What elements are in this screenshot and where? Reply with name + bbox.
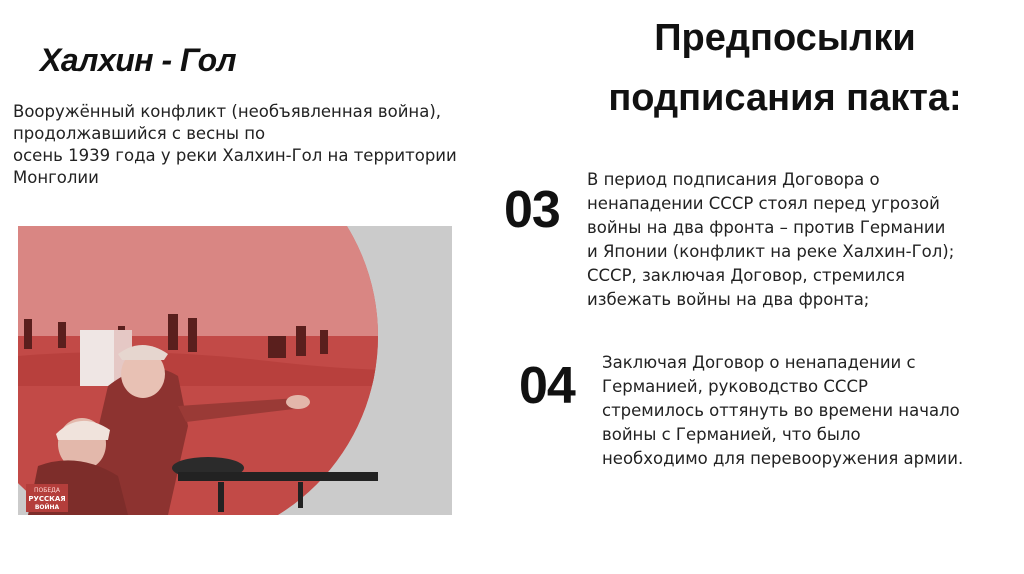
- description-line: Вооружённый конфликт (необъявленная война),: [13, 102, 442, 121]
- item-text-line: избежать войны на два фронта;: [587, 290, 870, 309]
- item-text-line: войны на два фронта – против Германии: [587, 218, 946, 237]
- item-text-line: Заключая Договор о ненападении с: [602, 353, 916, 372]
- item-text: [602, 351, 1022, 471]
- item-number: 03: [504, 181, 560, 239]
- item-text-line: стремилось оттянуть во времени начало: [602, 401, 960, 420]
- description-line: продолжавшийся с весны по: [13, 124, 266, 143]
- topic-title: Халхин - Гол: [40, 42, 237, 78]
- item-text-line: СССР, заключая Договор, стремился: [587, 266, 905, 285]
- section-title: [575, 8, 995, 128]
- section-title-line: Предпосылки: [654, 17, 916, 59]
- section-title-line: подписания пакта:: [608, 77, 962, 119]
- photo-stamp-text: ВОЙНА: [34, 504, 60, 511]
- description-line: Монголии: [13, 168, 99, 187]
- item-text-line: необходимо для перевооружения армии.: [602, 449, 964, 468]
- soldiers-illustration: [18, 226, 452, 515]
- item-number: 04: [519, 357, 575, 415]
- item-text-line: и Японии (конфликт на реке Халхин-Гол);: [587, 242, 955, 261]
- photo-stamp-text: ПОБЕДА: [34, 487, 60, 494]
- description-line: осень 1939 года у реки Халхин-Гол на территории: [13, 146, 457, 165]
- item-text-line: ненападении СССР стоял перед угрозой: [587, 194, 940, 213]
- historical-photo: [18, 226, 452, 515]
- item-text-line: Германией, руководство СССР: [602, 377, 868, 396]
- item-text-line: войны с Германией, что было: [602, 425, 861, 444]
- topic-description: [13, 101, 543, 189]
- photo-stamp-text: РУССКАЯ: [28, 495, 66, 503]
- item-text: [587, 168, 1024, 312]
- item-text-line: В период подписания Договора о: [587, 170, 880, 189]
